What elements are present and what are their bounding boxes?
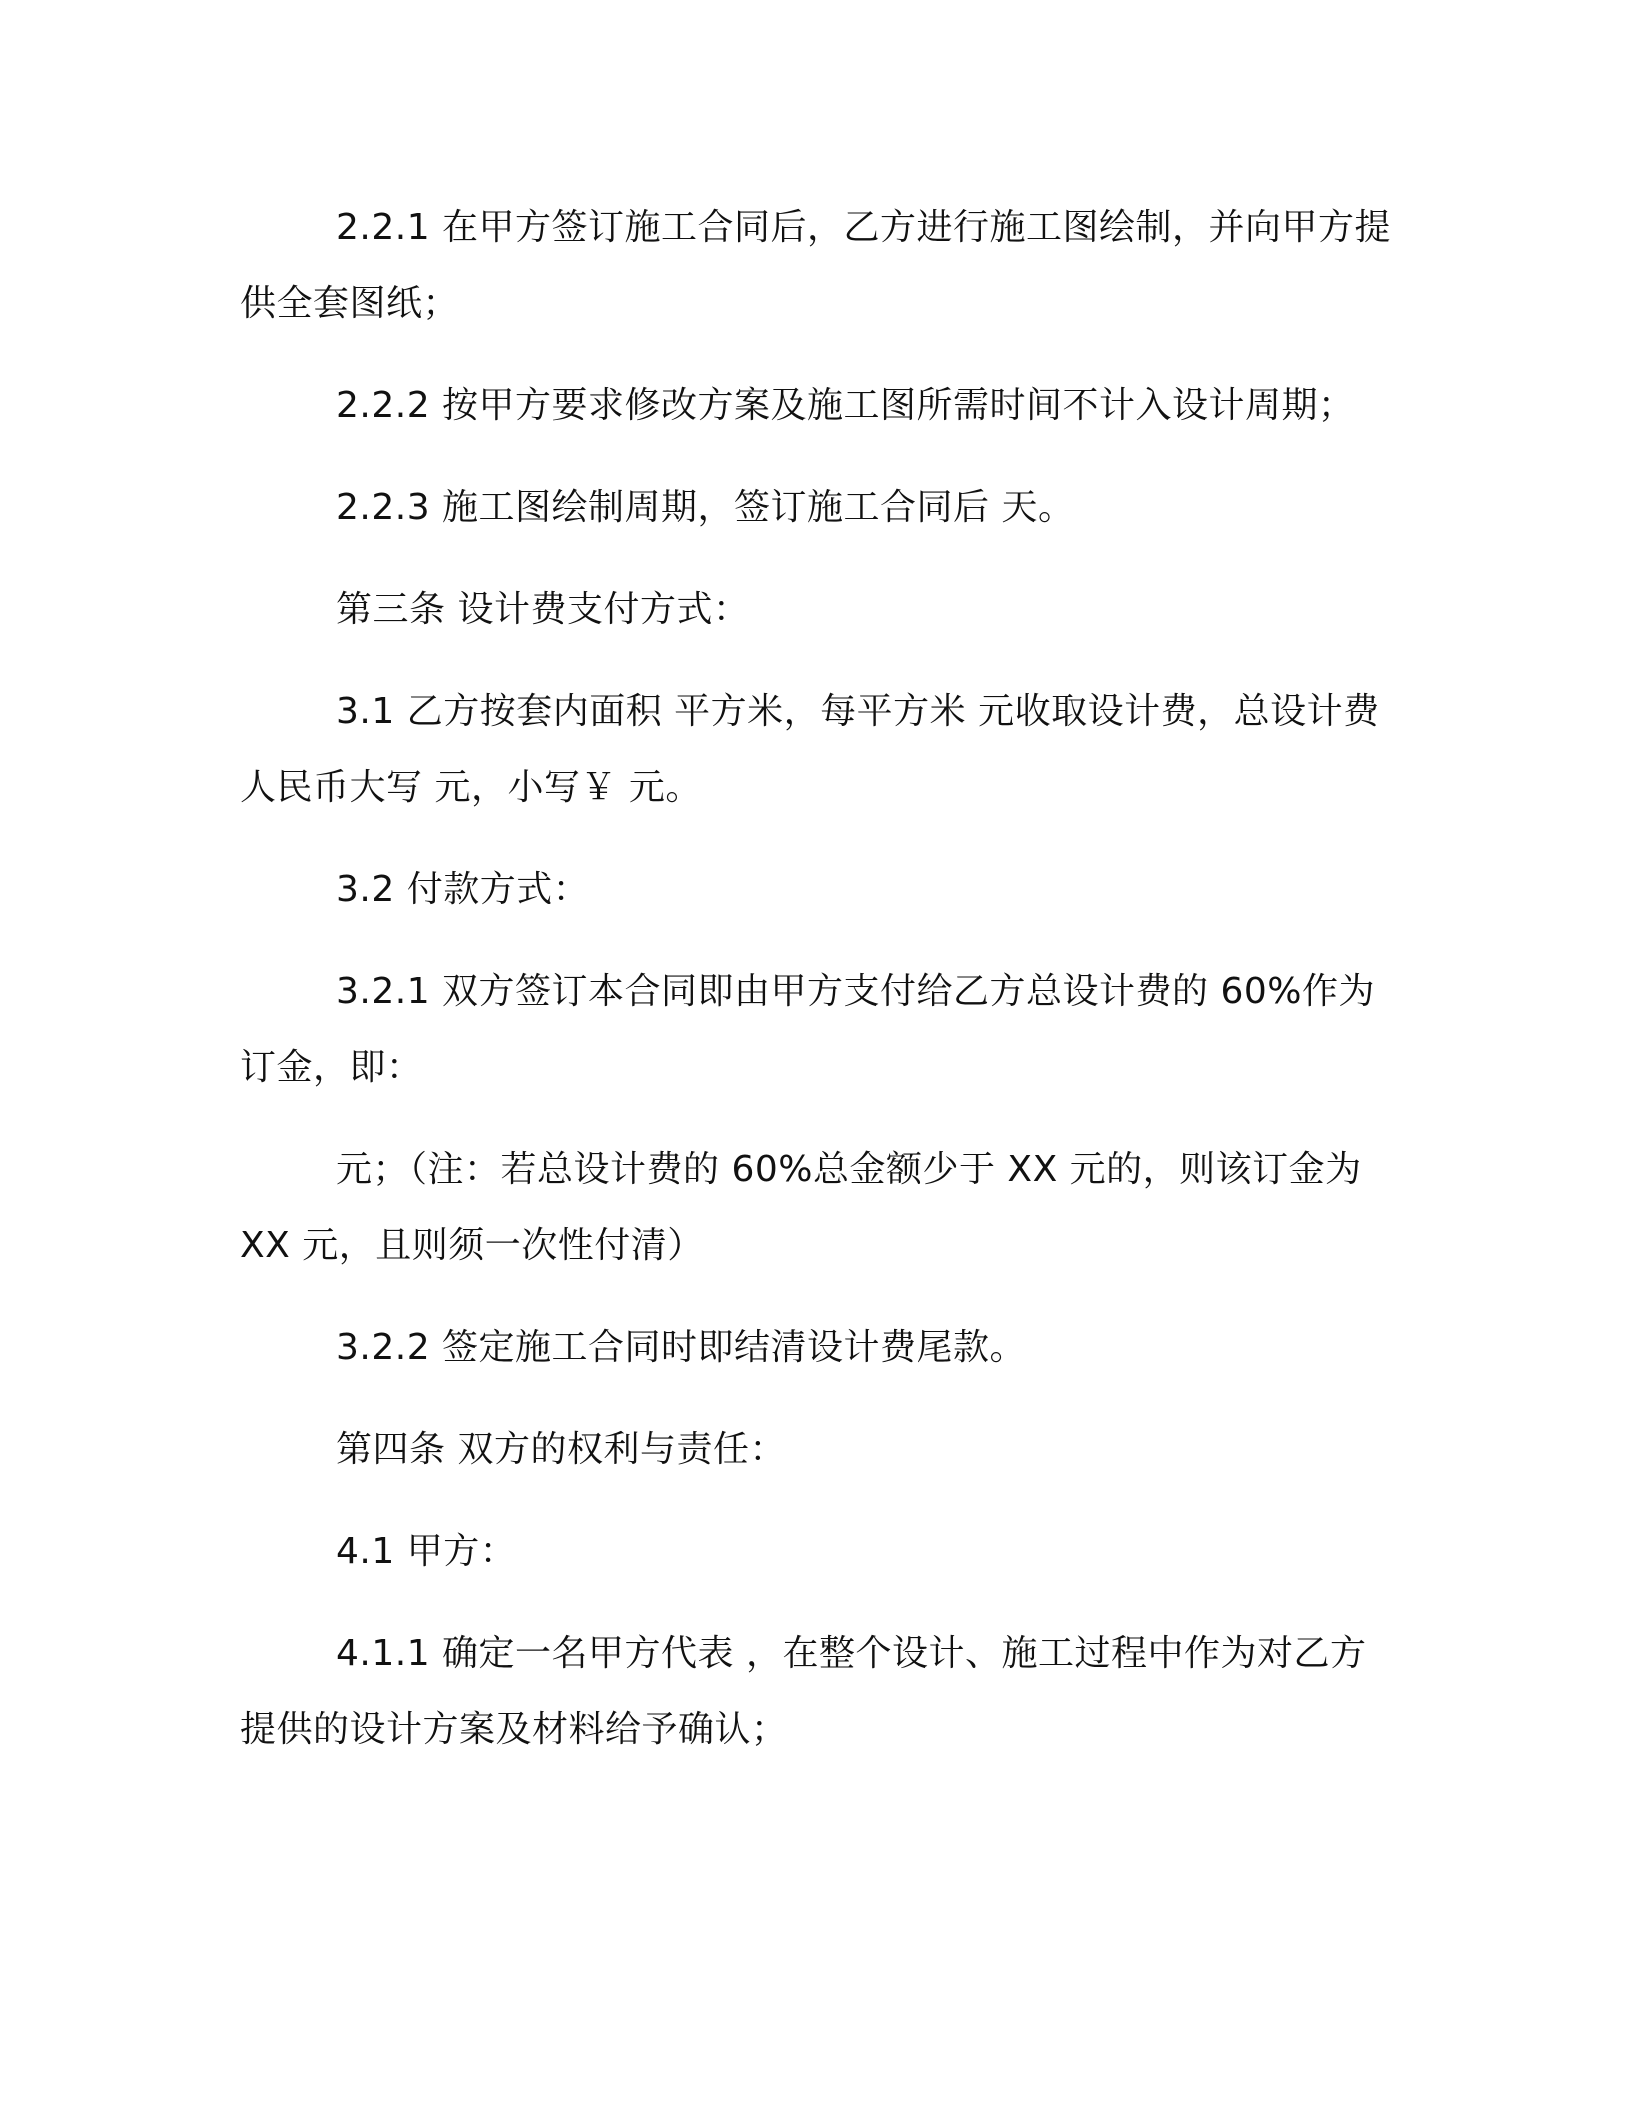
article-3-heading: 第三条 设计费支付方式：	[336, 589, 750, 630]
paragraph-3-2: 3.2 付款方式：	[336, 869, 590, 910]
paragraph-4-1-1: 4.1.1 确定一名甲方代表 ，在整个设计、施工过程中作为对乙方提供的设计方案及材料给予确认；	[240, 1633, 1367, 1750]
paragraph-3-2-1: 3.2.1 双方签订本合同即由甲方支付给乙方总设计费的 60%作为订金，即：	[240, 971, 1376, 1088]
paragraph-3-2-2: 3.2.2 签定施工合同时即结清设计费尾款。	[336, 1327, 1027, 1368]
paragraph-2-2-1: 2.2.1 在甲方签订施工合同后，乙方进行施工图绘制，并向甲方提供全套图纸；	[240, 207, 1392, 324]
paragraph-2-2-3: 2.2.3 施工图绘制周期，签订施工合同后 天。	[336, 487, 1075, 528]
paragraph-3-1: 3.1 乙方按套内面积 平方米，每平方米 元收取设计费，总设计费人民币大写 元，小写￥ 元。	[240, 691, 1380, 808]
article-4-heading: 第四条 双方的权利与责任：	[336, 1429, 786, 1470]
paragraph-4-1: 4.1 甲方：	[336, 1531, 517, 1572]
paragraph-2-2-2: 2.2.2 按甲方要求修改方案及施工图所需时间不计入设计周期；	[336, 385, 1355, 426]
paragraph-deposit-note: 元；（注：若总设计费的 60%总金额少于 XX 元的，则该订金为 XX 元，且则须一次性付清）	[240, 1149, 1362, 1266]
document-body	[240, 190, 1400, 1768]
